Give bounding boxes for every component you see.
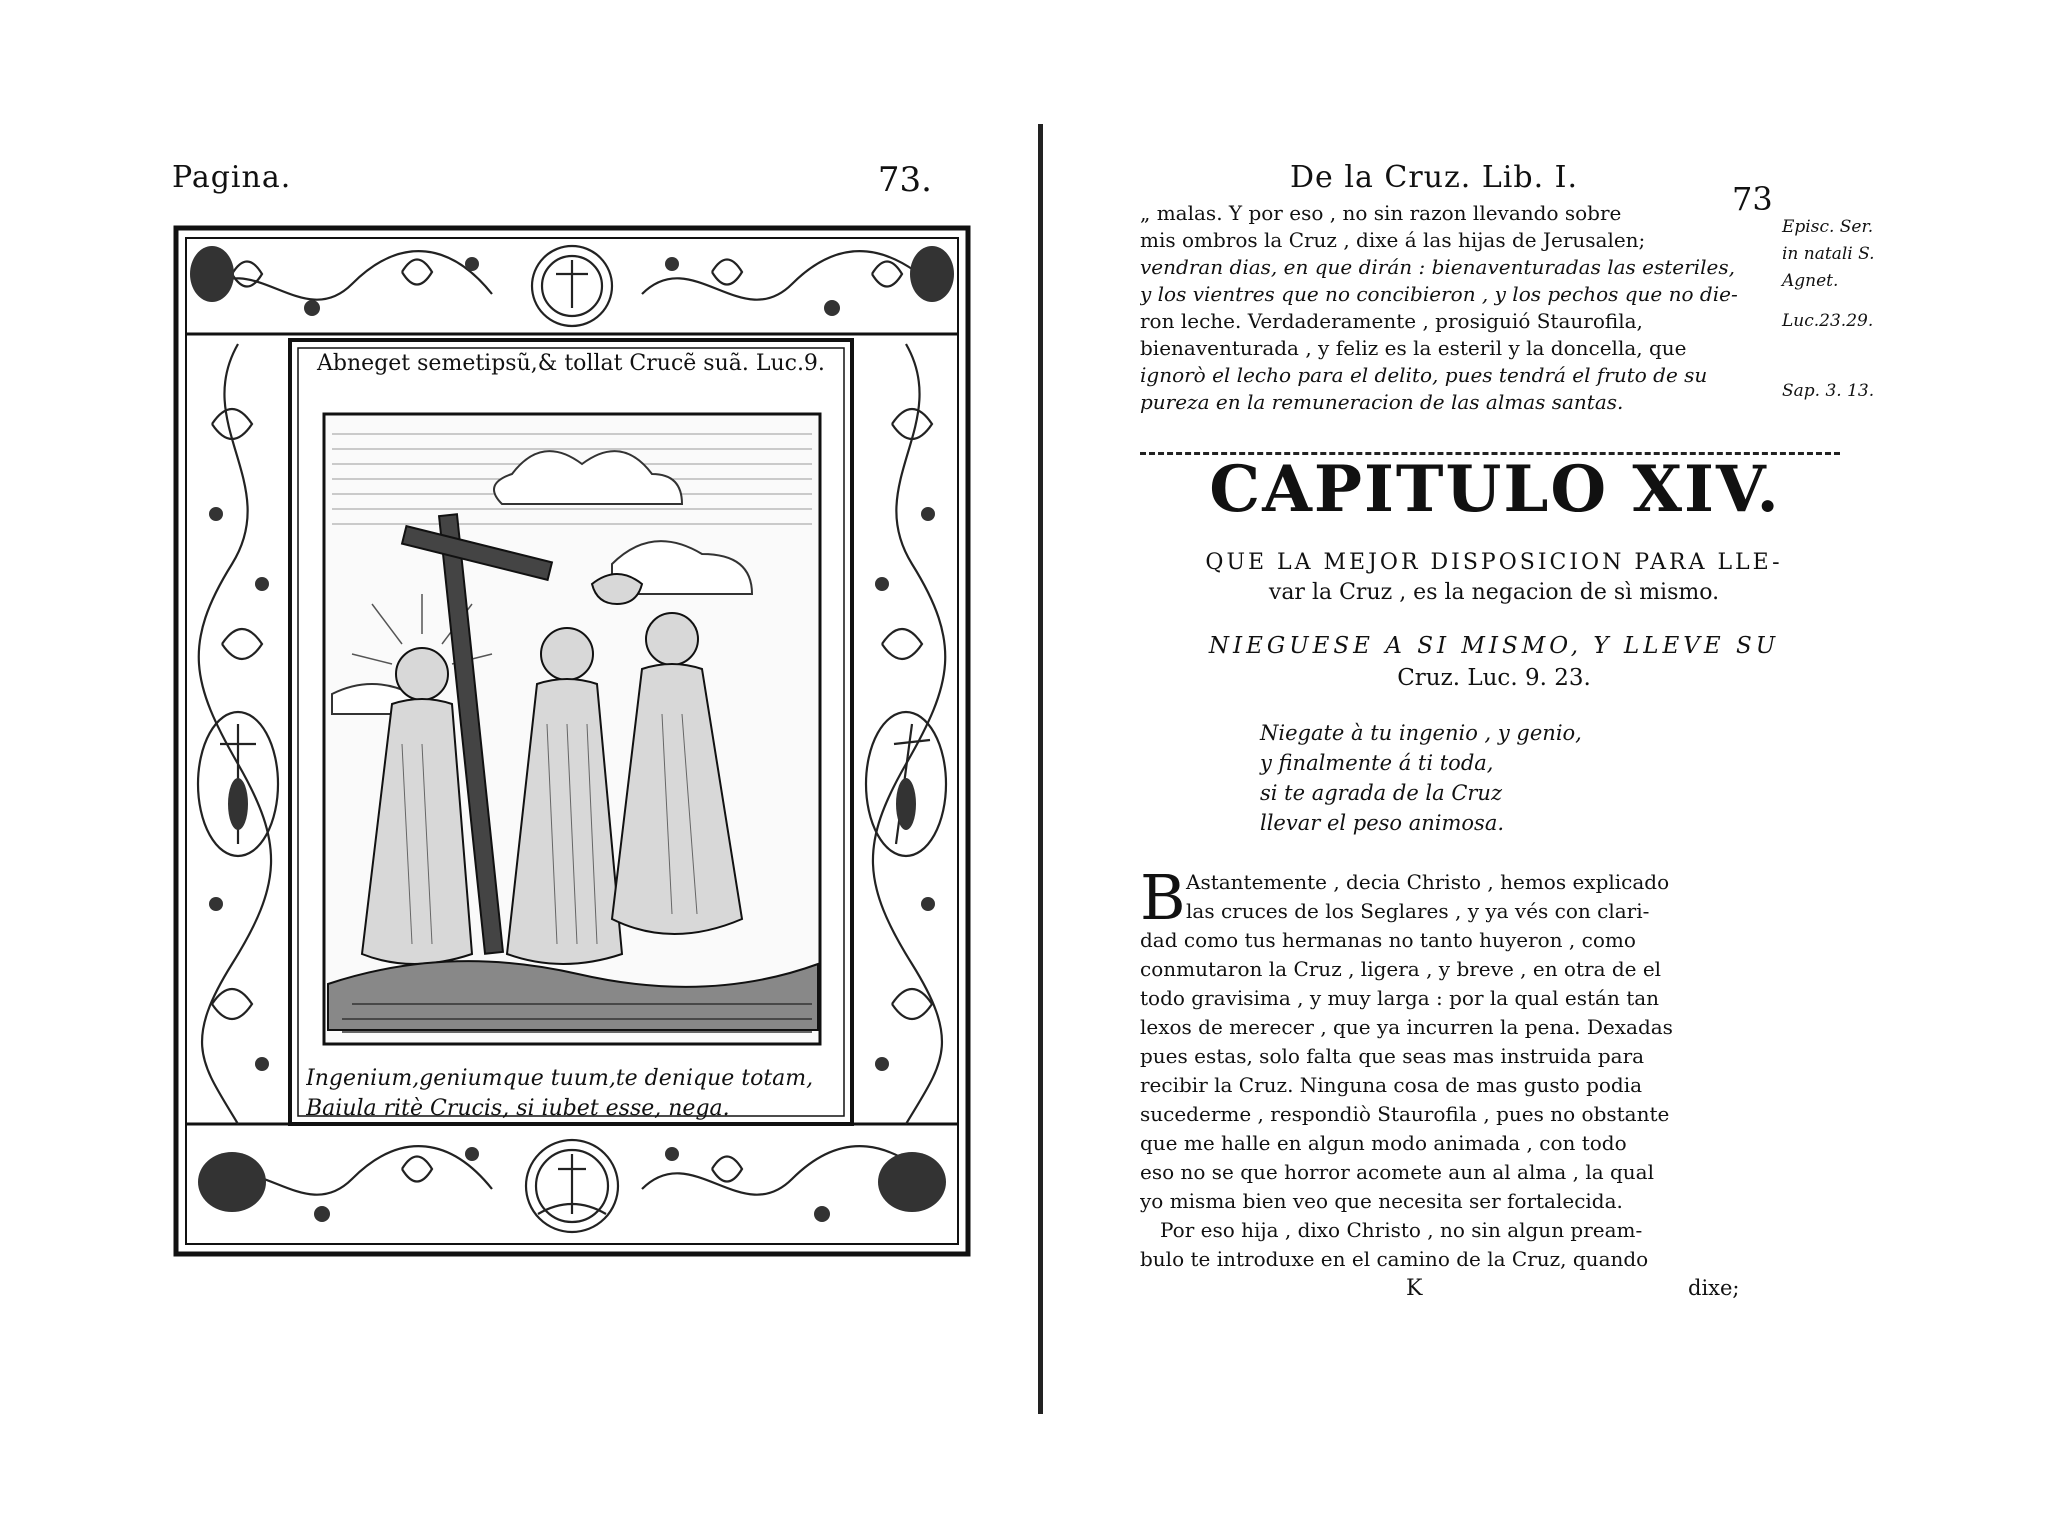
text-line: yo misma bien veo que necesita ser fortalecida. (1140, 1189, 1623, 1213)
left-running-head (172, 160, 932, 210)
left-running-word: Pagina. (172, 160, 292, 195)
text-line: lexos de merecer , que ya incurren la pena. Dexadas (1140, 1015, 1673, 1039)
subtitle-line: var la Cruz , es la negacion de sì mismo. (1268, 580, 1720, 605)
book-spine-gutter (1038, 124, 1043, 1414)
epigraph (1144, 630, 1844, 694)
chapter-subtitle (1144, 548, 1844, 608)
text-line: Astantemente , decia Christo , hemos explicado (1186, 870, 1670, 894)
text-line: ignorò el lecho para el delito, pues tendrá el fruto de su (1140, 363, 1708, 387)
plate-top-caption: Abneget semetipsũ,& tollat Crucẽ suã. Luc.9. (317, 351, 825, 376)
epigraph-line: Cruz. Luc. 9. 23. (1397, 665, 1591, 691)
right-running-head: De la Cruz. Lib. I. (1290, 160, 1579, 195)
text-line: bulo te introduxe en el camino de la Cruz, quando (1140, 1247, 1649, 1271)
subtitle-line: QUE LA MEJOR DISPOSICION PARA LLE- (1205, 550, 1783, 575)
text-line: y los vientres que no concibieron , y los pechos que no die- (1140, 282, 1738, 306)
right-page (1060, 0, 2048, 1536)
engraved-plate (172, 224, 972, 1258)
text-line: recibir la Cruz. Ninguna cosa de mas gusto podia (1140, 1073, 1643, 1097)
chapter-title: CAPITULO XIV. (1209, 452, 1781, 527)
margin-note: in natali S. (1782, 244, 1875, 264)
text-line: bienaventurada , y feliz es la esteril y la doncella, que (1140, 336, 1687, 360)
plate-caption-line: Baiula ritè Crucis, si iubet esse, nega. (306, 1096, 730, 1121)
epigraph-line: NIEGUESE A SI MISMO, Y LLEVE SU (1208, 633, 1780, 659)
text-line: dad como tus hermanas no tanto huyeron , como (1140, 928, 1636, 952)
text-line: sucederme , respondiò Staurofila , pues no obstante (1140, 1102, 1670, 1126)
body-text (1140, 861, 1845, 1274)
margin-note: Agnet. (1782, 271, 1839, 291)
catchword: dixe; (1688, 1276, 1740, 1300)
verse-line: y finalmente á ti toda, (1260, 751, 1494, 775)
plate-caption-line: Ingenium,geniumque tuum,te denique totam, (306, 1066, 814, 1091)
margin-note: Sap. 3. 13. (1782, 381, 1875, 401)
margin-note: Luc.23.29. (1782, 311, 1874, 331)
text-line: las cruces de los Seglares , y ya vés con clari- (1186, 899, 1650, 923)
verse-line: Niegate à tu ingenio , y genio, (1260, 721, 1582, 745)
signature-mark: K (1406, 1276, 1423, 1301)
verse-line: llevar el peso animosa. (1260, 811, 1505, 835)
verse-line: si te agrada de la Cruz (1260, 781, 1503, 805)
text-line: todo gravisima , y muy larga : por la qual están tan (1140, 986, 1660, 1010)
margin-note: Episc. Ser. (1782, 217, 1874, 237)
right-page-number: 73 (1732, 180, 1773, 218)
text-line: ron leche. Verdaderamente , prosiguió Staurofila, (1140, 309, 1643, 333)
continuation-text (1140, 200, 1842, 416)
text-line: mis ombros la Cruz , dixe á las hijas de Jerusalen; (1140, 228, 1646, 252)
text-line: que me halle en algun modo animada , con todo (1140, 1131, 1627, 1155)
verse (1260, 718, 1820, 838)
text-line: pureza en la remuneracion de las almas santas. (1140, 390, 1624, 414)
text-line: Por eso hija , dixo Christo , no sin algun pream- (1160, 1218, 1643, 1242)
text-line: pues estas, solo falta que seas mas instruida para (1140, 1044, 1645, 1068)
drop-cap: B (1140, 861, 1186, 934)
text-line: conmutaron la Cruz , ligera , y breve , en otra de el (1140, 957, 1662, 981)
text-line: eso no se que horror acomete aun al alma , la qual (1140, 1160, 1654, 1184)
plate-bottom-caption (306, 1064, 836, 1124)
text-line: vendran dias, en que dirán : bienaventuradas las esteriles, (1140, 255, 1735, 279)
left-page-number: 73. (877, 160, 932, 200)
text-line: „ malas. Y por eso , no sin razon llevando sobre (1140, 201, 1622, 225)
